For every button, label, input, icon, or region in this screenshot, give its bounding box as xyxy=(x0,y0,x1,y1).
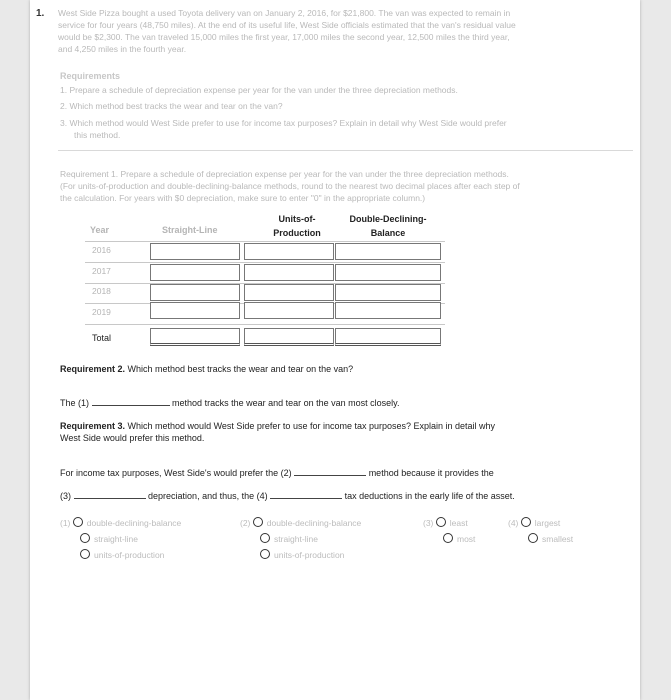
question-number: 1. xyxy=(36,8,45,19)
col-header-double-declining-balance xyxy=(340,214,436,238)
row-year-2016: 2016 xyxy=(92,245,111,255)
straight-line-2019-input[interactable] xyxy=(150,302,240,319)
radio-button[interactable] xyxy=(443,533,453,543)
col-header-ddb-line2: Balance xyxy=(370,228,406,238)
req1-line: the calculation. For years with $0 depreciation, make sure to enter "0" in the appropriate column.) xyxy=(60,193,426,203)
requirement-item: 2. Which method best tracks the wear and tear on the van? xyxy=(60,101,283,111)
row-year-2018: 2018 xyxy=(92,286,111,296)
intro-line: would be $2,300. The van traveled 15,000 miles the first year, 17,000 miles the second year, 12,500 miles the third year, xyxy=(58,32,510,42)
option-label: double-declining-balance xyxy=(86,518,182,528)
units-of-production-total-input[interactable] xyxy=(244,328,334,346)
radio-button[interactable] xyxy=(80,533,90,543)
table-header-rule xyxy=(85,241,445,242)
requirement2-question xyxy=(60,363,353,375)
radio-button[interactable] xyxy=(80,549,90,559)
choice-group-2 xyxy=(240,515,361,563)
option-label: units-of-production xyxy=(274,550,345,560)
blank-4-dropdown[interactable] xyxy=(270,489,342,499)
sentence-part: tax deductions in the early life of the asset. xyxy=(344,491,515,501)
req1-line: (For units-of-production and double-declining-balance methods, round to the nearest two decimal places after each step of xyxy=(60,181,520,191)
radio-button[interactable] xyxy=(260,549,270,559)
requirement3-label: Requirement 3. xyxy=(60,421,126,431)
option-label: straight-line xyxy=(94,534,138,544)
straight-line-2018-input[interactable] xyxy=(150,284,240,301)
row-total-label: Total xyxy=(92,333,112,343)
ddb-2017-input[interactable] xyxy=(335,264,441,281)
sentence-part: depreciation, and thus, the (4) xyxy=(148,491,268,501)
option-label: double-declining-balance xyxy=(266,518,362,528)
straight-line-2017-input[interactable] xyxy=(150,264,240,281)
col-header-straight-line: Straight-Line xyxy=(162,225,218,235)
radio-button[interactable] xyxy=(528,533,538,543)
blank1-prefix: The (1) xyxy=(60,398,90,408)
requirement2-text: Which method best tracks the wear and tear on the van? xyxy=(125,364,354,374)
requirement3-sentence-line1 xyxy=(60,466,494,479)
radio-button[interactable] xyxy=(253,517,263,527)
ddb-2019-input[interactable] xyxy=(335,302,441,319)
row-year-2017: 2017 xyxy=(92,266,111,276)
requirement-item: 1. Prepare a schedule of depreciation expense per year for the van under the three depreciation methods. xyxy=(60,85,458,95)
col-header-units-line1: Units-of- xyxy=(278,214,316,224)
ddb-2018-input[interactable] xyxy=(335,284,441,301)
blank-2-dropdown[interactable] xyxy=(294,466,366,476)
radio-button[interactable] xyxy=(436,517,446,527)
units-of-production-2017-input[interactable] xyxy=(244,264,334,281)
col-header-ddb-line1: Double-Declining- xyxy=(349,214,427,224)
sentence-part: method because it provides the xyxy=(368,468,494,478)
group-label: (4) xyxy=(508,518,519,528)
group-label: (1) xyxy=(60,518,71,528)
requirement1-text xyxy=(60,168,625,204)
intro-line: service for four years (48,750 miles). At the end of its useful life, West Side officials estimated that the van's residual value xyxy=(58,20,516,30)
radio-button[interactable] xyxy=(73,517,83,527)
requirement3-text-line2: West Side would prefer this method. xyxy=(60,433,205,443)
straight-line-2016-input[interactable] xyxy=(150,243,240,260)
requirement3-sentence-line2 xyxy=(60,489,515,502)
requirement2-answer xyxy=(60,396,400,409)
group-label: (2) xyxy=(240,518,251,528)
blank-1-dropdown[interactable] xyxy=(92,396,170,406)
row-rule xyxy=(85,262,445,263)
group-label: (3) xyxy=(423,518,434,528)
requirement-item: 3. Which method would West Side prefer to use for income tax purposes? Explain in detail why West Side would prefer xyxy=(60,118,507,128)
col-header-units-line2: Production xyxy=(273,228,321,238)
requirement3-question xyxy=(60,420,620,444)
units-of-production-2016-input[interactable] xyxy=(244,243,334,260)
question-page xyxy=(30,0,640,700)
option-label: largest xyxy=(534,518,561,528)
radio-button[interactable] xyxy=(260,533,270,543)
straight-line-total-input[interactable] xyxy=(150,328,240,346)
problem-intro xyxy=(58,7,623,55)
option-label: smallest xyxy=(542,534,574,544)
radio-button[interactable] xyxy=(521,517,531,527)
blank-3-dropdown[interactable] xyxy=(74,489,146,499)
ddb-total-input[interactable] xyxy=(335,328,441,346)
option-label: straight-line xyxy=(274,534,318,544)
option-label: least xyxy=(449,518,468,528)
sentence-part: For income tax purposes, West Side's would prefer the (2) xyxy=(60,468,292,478)
choice-group-4 xyxy=(508,515,573,547)
row-rule xyxy=(85,324,445,325)
units-of-production-2019-input[interactable] xyxy=(244,302,334,319)
intro-line: and 4,250 miles in the fourth year. xyxy=(58,44,187,54)
option-label: units-of-production xyxy=(94,550,165,560)
row-year-2019: 2019 xyxy=(92,307,111,317)
intro-line: West Side Pizza bought a used Toyota delivery van on January 2, 2016, for $21,800. The van was expected to remain in xyxy=(58,8,511,18)
units-of-production-2018-input[interactable] xyxy=(244,284,334,301)
requirement3-text: Which method would West Side prefer to use for income tax purposes? Explain in detail why xyxy=(125,421,496,431)
option-label: most xyxy=(457,534,476,544)
requirement2-label: Requirement 2. xyxy=(60,364,126,374)
ddb-2016-input[interactable] xyxy=(335,243,441,260)
col-header-units-of-production xyxy=(252,214,342,238)
requirement-item: this method. xyxy=(74,130,121,140)
req1-line: Requirement 1. Prepare a schedule of depreciation expense per year for the van under the three depreciation methods. xyxy=(60,169,509,179)
requirements-heading: Requirements xyxy=(60,71,121,81)
divider xyxy=(58,150,633,151)
choice-group-1 xyxy=(60,515,181,563)
col-header-year: Year xyxy=(90,225,110,235)
choice-group-3 xyxy=(423,515,475,547)
blank1-suffix: method tracks the wear and tear on the van most closely. xyxy=(172,398,400,408)
sentence-part: (3) xyxy=(60,491,71,501)
